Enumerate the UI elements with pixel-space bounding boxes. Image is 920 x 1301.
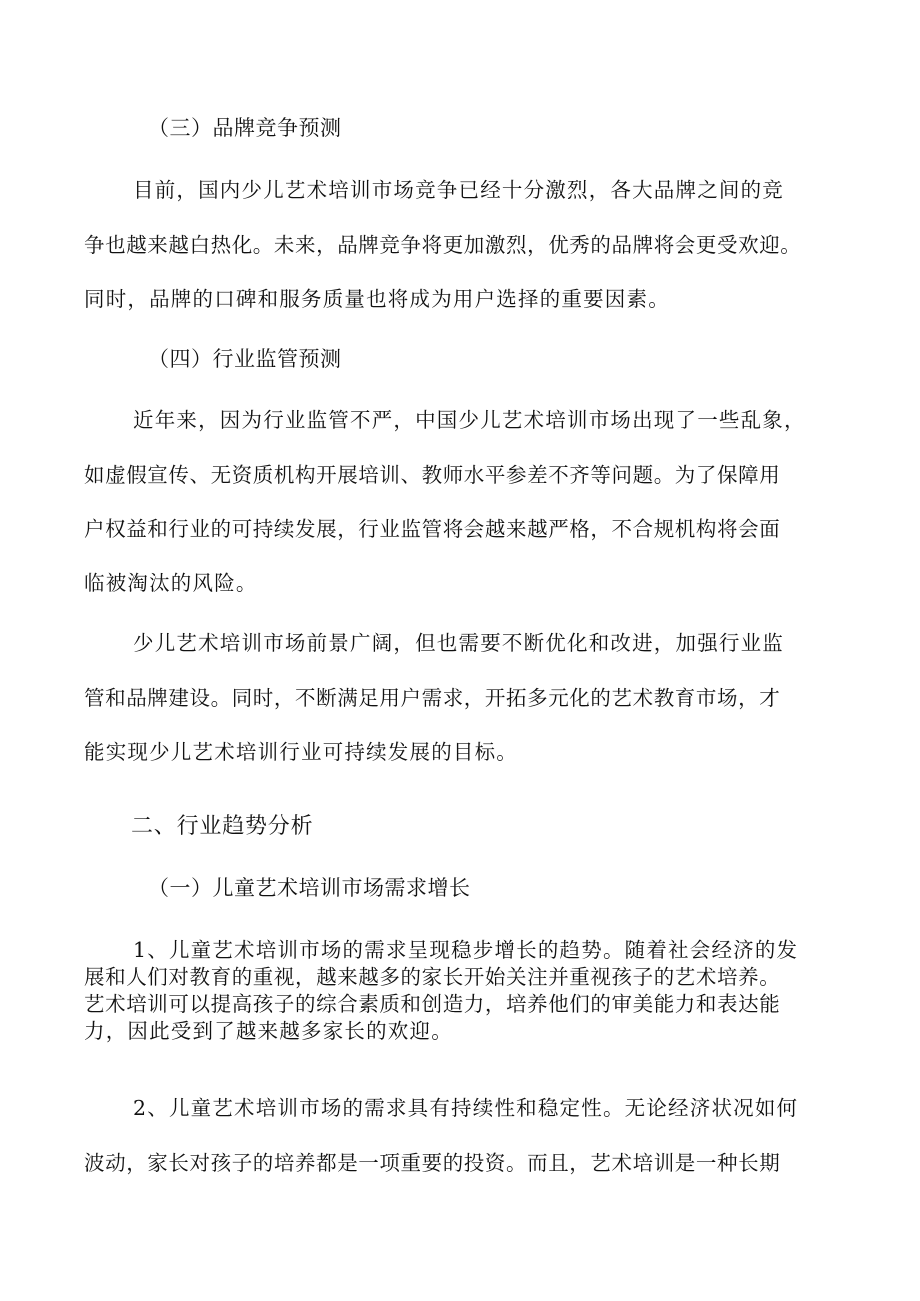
paragraph-line: 同时，品牌的口碑和服务质量也将成为用户选择的重要因素。: [84, 287, 670, 311]
paragraph-line: 临被淘汰的风险。: [84, 571, 258, 595]
paragraph-line: 力，因此受到了越来越多家长的欢迎。: [84, 1019, 453, 1043]
paragraph-line: 户权益和行业的可持续发展，行业监管将会越来越严格，不合规机构将会面: [84, 517, 781, 541]
paragraph-line: 2、儿童艺术培训市场的需求具有持续性和稳定性。无论经济状况如何: [133, 1096, 799, 1120]
section-heading-brand-competition: （三）品牌竞争预测: [148, 116, 342, 140]
subsection-heading-demand-growth: （一）儿童艺术培训市场需求增长: [148, 876, 471, 900]
paragraph-line: 1、儿童艺术培训市场的需求呈现稳步增长的趋势。随着社会经济的发: [133, 938, 799, 962]
paragraph-line: 管和品牌建设。同时，不断满足用户需求，开拓多元化的艺术教育市场，才: [84, 686, 781, 710]
paragraph-line: 能实现少儿艺术培训行业可持续发展的目标。: [84, 740, 518, 764]
paragraph-line: 波动，家长对孩子的培养都是一项重要的投资。而且，艺术培训是一种长期: [84, 1151, 781, 1175]
chapter-title: 二、行业趋势分析: [131, 814, 314, 839]
section-heading-industry-regulation: （四）行业监管预测: [148, 347, 342, 371]
paragraph-line: 少儿艺术培训市场前景广阔，但也需要不断优化和改进，加强行业监: [133, 631, 784, 655]
paragraph-line: 艺术培训可以提高孩子的综合素质和创造力，培养他们的审美能力和表达能: [84, 992, 781, 1016]
paragraph-line: 目前，国内少儿艺术培训市场竞争已经十分激烈，各大品牌之间的竞: [133, 178, 784, 202]
paragraph-line: 展和人们对教育的重视，越来越多的家长开始关注并重视孩子的艺术培养。: [84, 965, 781, 989]
paragraph-line: 争也越来越白热化。未来，品牌竞争将更加激烈，优秀的品牌将会更受欢迎。: [84, 233, 802, 257]
paragraph-line: 近年来，因为行业监管不严，中国少儿艺术培训市场出现了一些乱象，: [133, 408, 806, 432]
paragraph-line: 如虚假宣传、无资质机构开展培训、教师水平参差不齐等问题。为了保障用: [84, 463, 781, 487]
